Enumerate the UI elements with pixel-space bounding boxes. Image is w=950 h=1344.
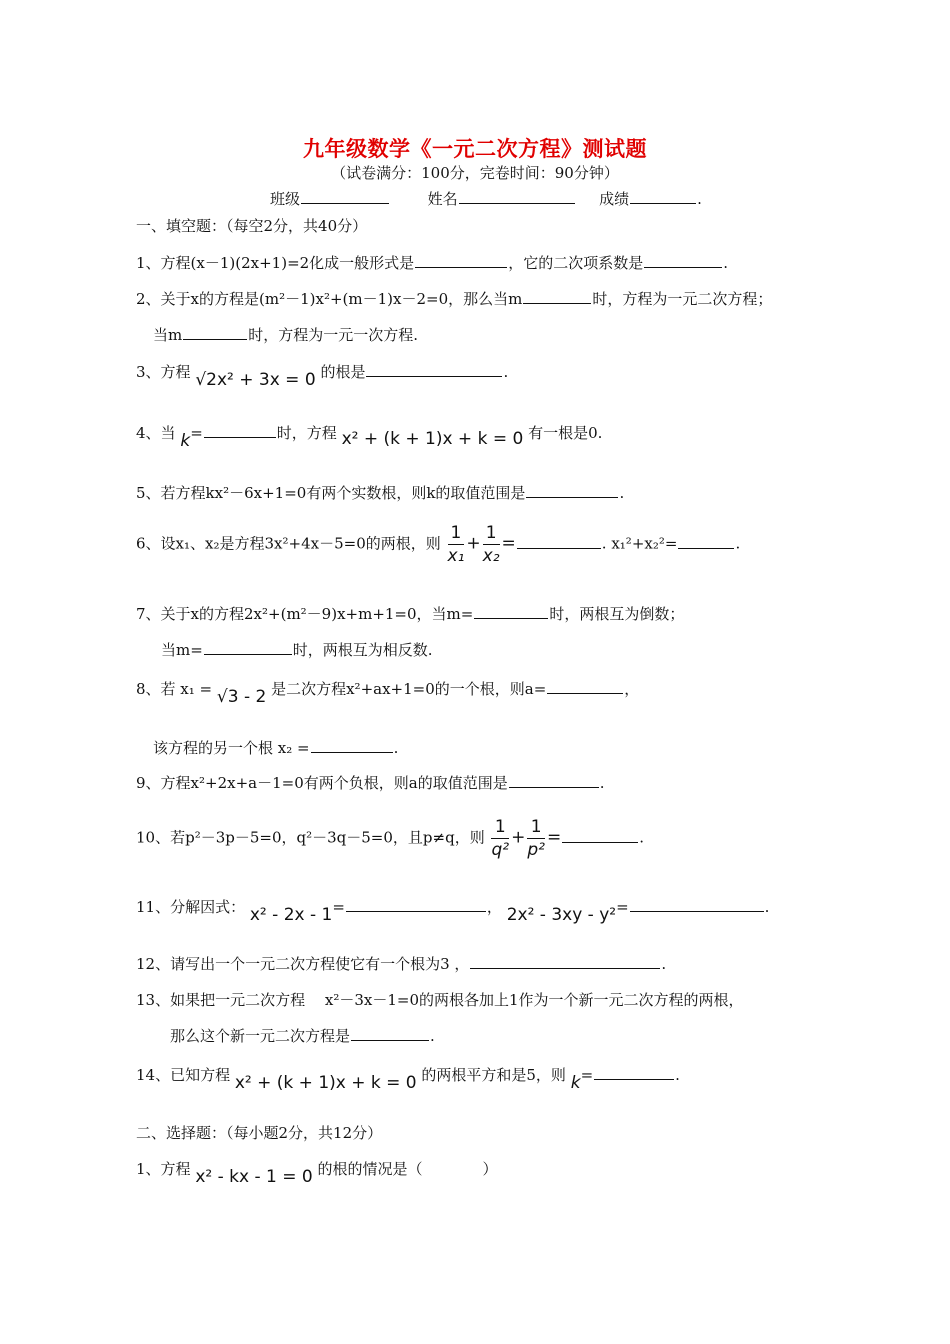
question-8: 8、若 x₁ = √3 - 2 是二次方程x²+ax+1=0的一个根，则a= ， — [136, 680, 640, 707]
answer-blank[interactable] — [474, 604, 548, 619]
score-label: 成绩 — [599, 190, 630, 208]
question-3: 3、方程 √2x² + 3x = 0 的根是 . — [136, 363, 509, 390]
answer-blank[interactable] — [509, 773, 599, 788]
class-field[interactable] — [301, 189, 389, 204]
equation: x² + (k + 1)x + k = 0 — [341, 429, 524, 449]
answer-blank[interactable] — [526, 483, 618, 498]
fraction: $\frac{1}{\text{x₂}}$ — [482, 523, 500, 566]
question-7: 7、关于x的方程2x²+(m²－9)x+m+1=0，当m= 时，两根互为倒数； — [136, 605, 685, 623]
equation: x² + (k + 1)x + k = 0 — [234, 1073, 417, 1093]
answer-blank[interactable] — [346, 897, 486, 912]
name-label: 姓名 — [427, 190, 458, 208]
question-12: 12、请写出一个一元二次方程使它有一个根为3 ， . — [136, 955, 667, 973]
page-title: 九年级数学《一元二次方程》测试题 — [303, 136, 647, 161]
question-13-cont: 那么这个新一元二次方程是 . — [170, 1027, 435, 1045]
answer-blank[interactable] — [630, 897, 764, 912]
question-10: 10、若p²－3p－5=0，q²－3q－5=0，且p≠q，则 $\frac{1}{\text{q²}}$ + $\frac{1}{\text{p²}}$ = . — [136, 817, 644, 860]
question-5: 5、若方程kx²－6x+1=0有两个实数根，则k的取值范围是 . — [136, 484, 625, 502]
exam-info-subtitle: （试卷满分：100分，完卷时间：90分钟） — [331, 164, 619, 182]
fraction: $\frac{1}{\text{p²}}$ — [527, 817, 545, 860]
section-heading-fill-in: 一、填空题：（每空2分，共40分） — [136, 217, 368, 235]
answer-blank[interactable] — [351, 1026, 429, 1041]
question-14: 14、已知方程 x² + (k + 1)x + k = 0 的两根平方和是5，则 k= . — [136, 1066, 680, 1093]
fraction: $\frac{1}{\text{x₁}}$ — [447, 523, 465, 566]
answer-blank[interactable] — [311, 738, 393, 753]
score-field[interactable] — [630, 189, 696, 204]
question-1: 1、方程(x－1)(2x+1)=2化成一般形式是 ，它的二次项系数是 . — [136, 254, 728, 272]
equation: x² - kx - 1 = 0 — [195, 1167, 313, 1187]
answer-blank[interactable] — [470, 954, 660, 969]
question-2-cont: 当m 时，方程为一元一次方程. — [153, 326, 419, 344]
equation: √2x² + 3x = 0 — [195, 370, 316, 390]
question-13: 13、如果把一元二次方程 x²－3x－1=0的两根各加上1作为一个新一元二次方程的两根， — [136, 991, 744, 1009]
answer-blank[interactable] — [204, 423, 276, 438]
fraction: $\frac{1}{\text{q²}}$ — [491, 817, 510, 860]
answer-blank[interactable] — [183, 325, 247, 340]
answer-blank[interactable] — [562, 828, 638, 843]
section-heading-multiple-choice: 二、选择题：（每小题2分，共12分） — [136, 1124, 383, 1142]
name-field[interactable] — [459, 189, 575, 204]
answer-blank[interactable] — [415, 253, 507, 268]
question-7-cont: 当m= 时，两根互为相反数. — [161, 641, 433, 659]
answer-blank[interactable] — [366, 362, 502, 377]
answer-blank[interactable] — [644, 253, 722, 268]
student-info-line: 班级 姓名 成绩 . — [270, 190, 702, 208]
class-label: 班级 — [270, 190, 301, 208]
question-9: 9、方程x²+2x+a－1=0有两个负根，则a的取值范围是 . — [136, 774, 605, 792]
question-2: 2、关于x的方程是(m²－1)x²+(m－1)x－2=0，那么当m 时，方程为一元二次方程； — [136, 290, 773, 308]
answer-blank[interactable] — [547, 679, 623, 694]
choice-question-1: 1、方程 x² - kx - 1 = 0 的根的情况是（ ） — [136, 1160, 498, 1187]
answer-blank[interactable] — [678, 534, 734, 549]
question-4: 4、当 k= 时，方程 x² + (k + 1)x + k = 0 有一根是0. — [136, 424, 603, 451]
question-11: 11、分解因式： x² - 2x - 1= ， 2x² - 3xy - y²= . — [136, 898, 770, 925]
answer-blank[interactable] — [204, 640, 292, 655]
answer-blank[interactable] — [594, 1065, 674, 1080]
answer-blank[interactable] — [517, 534, 601, 549]
question-8-cont: 该方程的另一个根 x₂ = . — [153, 739, 399, 757]
answer-blank[interactable] — [523, 289, 591, 304]
question-6: 6、设x₁、x₂是方程3x²+4x－5=0的两根，则 $\frac{1}{\text{x₁}}$ + $\frac{1}{\text{x₂}}$ = . x₁²+x₂²= . — [136, 523, 741, 566]
